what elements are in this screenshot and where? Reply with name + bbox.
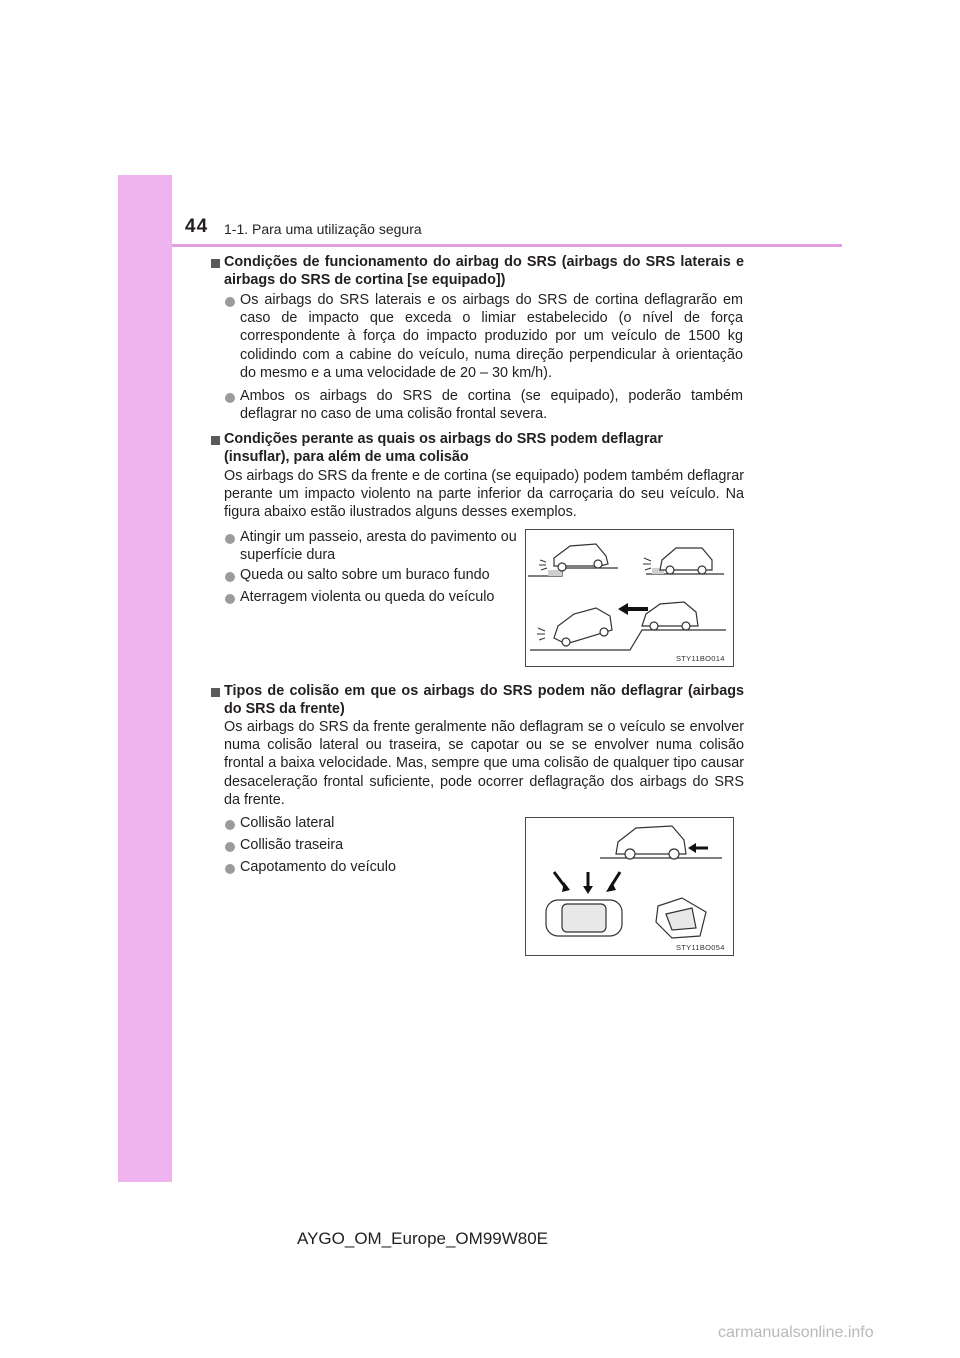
- figure-code: STY11BO054: [676, 943, 725, 952]
- heading-square-icon: [211, 688, 220, 697]
- figure-code: STY11BO014: [676, 654, 725, 663]
- collision-types-illustration: [526, 818, 733, 955]
- figure-collision-types: [525, 817, 734, 956]
- figure-underbody-impact: [525, 529, 734, 667]
- section-paragraph: Os airbags do SRS da frente geralmente não deflagram se o veículo se envolver numa colisão lateral ou traseira, se capotar ou se se envolver numa colisão frontal a baixa velocidade. Mas, sempre que uma colisão de qualquer tipo causar desaceleração frontal suficiente, pode ocorrer deflagração dos airbags do SRS da frente.: [224, 719, 744, 808]
- section-heading: Tipos de colisão em que os airbags do SRS podem não deflagrar (airbags do SRS da frente): [224, 683, 744, 718]
- bullet-dot-icon: [225, 297, 235, 307]
- bullet-item: Aterragem violenta ou queda do veículo: [240, 589, 495, 605]
- footer-document-code: AYGO_OM_Europe_OM99W80E: [297, 1229, 549, 1248]
- bullet-item: Capotamento do veículo: [240, 859, 396, 875]
- watermark: carmanualsonline.info: [718, 1324, 874, 1341]
- section-paragraph: Os airbags do SRS da frente e de cortina (se equipado) podem também deflagrar perante um impacto violento na parte inferior da carroçaria do seu veículo. Na figura abaixo estão ilustrados alguns desses exemplos.: [224, 468, 744, 521]
- header-rule: [172, 244, 842, 247]
- section-heading: Condições perante as quais os airbags do SRS podem deflagrar (insuflar), para além de uma colisão: [224, 431, 664, 466]
- bullet-item: Collisão traseira: [240, 837, 344, 853]
- chapter-sidebar-tab: [118, 175, 172, 1182]
- bullet-item: Collisão lateral: [240, 815, 335, 831]
- bullet-dot-icon: [225, 820, 235, 830]
- bullet-dot-icon: [225, 534, 235, 544]
- bullet-dot-icon: [225, 393, 235, 403]
- heading-square-icon: [211, 259, 220, 268]
- section-heading: Condições de funcionamento do airbag do SRS (airbags do SRS laterais e airbags do SRS de cortina [se equipado]): [224, 254, 744, 289]
- bullet-dot-icon: [225, 864, 235, 874]
- underbody-impact-illustration: [526, 530, 733, 666]
- running-head: 1-1. Para uma utilização segura: [224, 221, 422, 237]
- bullet-dot-icon: [225, 594, 235, 604]
- bullet-dot-icon: [225, 572, 235, 582]
- heading-square-icon: [211, 436, 220, 445]
- bullet-dot-icon: [225, 842, 235, 852]
- bullet-item: Queda ou salto sobre um buraco fundo: [240, 567, 490, 583]
- bullet-item: Atingir um passeio, aresta do pavimento ou superfície dura: [240, 529, 517, 564]
- page-number: 44: [185, 216, 209, 237]
- bullet-item: Os airbags do SRS laterais e os airbags do SRS de cortina deflagrarão em caso de impacto que exceda o limiar estabelecido (o nível de força correspondente à força do impacto produzido por um veículo de 1500 kg colidindo com a cabine do veículo, numa direção perpendicular à orientação do mesmo e a uma velocidade de 20 – 30 km/h).: [240, 292, 743, 381]
- bullet-item: Ambos os airbags do SRS de cortina (se equipado), poderão também deflagrar no caso de uma colisão frontal severa.: [240, 388, 743, 423]
